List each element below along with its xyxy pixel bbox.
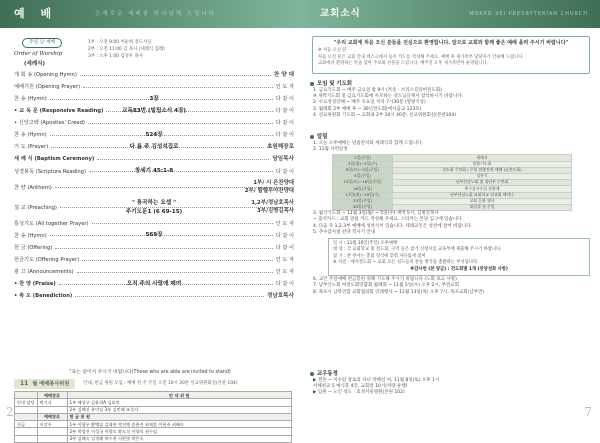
service-month: 11	[20, 380, 29, 388]
worship-item-label: 예배기원 (Opening Prayer)	[14, 83, 81, 90]
church-name-en: MOKPO SEI PRESBYTERIAN CHURCH	[469, 10, 588, 17]
table-row	[15, 428, 292, 435]
welcome-details	[318, 48, 584, 67]
left-page	[0, 0, 300, 441]
congregation-item: ▶ 결혼 ~ 이수암 장로의 자녀 박해선 씨, 11월 8일(토) 오후 1시	[313, 378, 440, 383]
table-row	[15, 399, 292, 406]
worship-row	[14, 81, 294, 93]
worship-title: 예 배	[14, 7, 58, 21]
sermon-preachers	[251, 199, 294, 215]
worship-item-label: 찬 송 (Hymn)	[14, 232, 47, 239]
table-row	[15, 413, 292, 420]
meetings-list	[310, 88, 592, 119]
news-item: 8. 목포시 남북연합 교회협의회 연례행사 ~ 11월 13일(목) 오후 7시, 목포교회(남부면)	[313, 289, 485, 295]
sermon-preacher: 3부/김병길목사	[257, 207, 294, 214]
worship-item-leader: 다 같 이	[275, 132, 294, 139]
table-header	[15, 392, 38, 399]
worship-item-leader: 정남호목사	[266, 292, 294, 299]
worship-row	[14, 117, 294, 129]
news-item: 6. 교인 주일예배 헌금봉헌 위해 기도해 주시기 바랍니다 (노회 보고 사항)	[313, 277, 457, 283]
page-number-right: 7	[584, 405, 592, 419]
worship-item-leader: 인 도 자	[275, 83, 294, 90]
meeting-item: 2. 수요성경강해 ~ 매주 수요일 저녁 7시30분 (열왕기상)	[313, 100, 426, 106]
news-heading	[310, 133, 592, 141]
thanksgiving-line: ※ 사진 : 에서전도회 ~ 교회 모든 성도들의 찬송 방식을 총괄하는 부서입니다.	[333, 260, 479, 266]
schedule-date: 3일(월)~5일(수)	[333, 161, 393, 167]
schedule-date: 30일(주일)	[333, 204, 393, 210]
worship-item-detail: 다 름 주 김성석집로	[129, 144, 179, 151]
order-ko-subtitle: (세례식)	[24, 60, 45, 67]
worship-item-label: 광 고 (Announcements)	[14, 269, 74, 276]
worship-item-label: • 교 독 문 (Responsive Reading)	[14, 108, 104, 115]
schedule-event: 남부산남노회 교회학교 선교회 세미나	[393, 192, 572, 198]
schedule-date: 2일(주일)	[333, 155, 393, 161]
bullet-icon	[310, 82, 314, 86]
table-cell: 예배장로	[37, 413, 67, 420]
thanksgiving-line: 일 시 : 11월 16일(주일) 오후예배	[333, 240, 398, 246]
worship-subtitle: 은혜로운 예배를 하나님께 드립니다	[95, 10, 217, 17]
schedule-date: 16일(주일)	[333, 186, 393, 192]
anthem-choirs	[245, 179, 294, 195]
dotted-leader	[80, 75, 271, 76]
anthem-choir: 1부/ 시 온찬양대	[253, 179, 294, 186]
worship-item-label: 통성기도 (All together Prayer)	[14, 220, 89, 227]
worship-item-label: 세 례 식 (Baptism Ceremony)	[14, 156, 95, 163]
congregation-news-section	[310, 370, 592, 397]
thanksgiving-line: 참 가 : 찬 부서는 총회 형식에 맞춰 자유롭게 참여	[333, 253, 426, 259]
table-cell	[37, 428, 67, 435]
table-cell	[15, 413, 38, 420]
schedule-event: 교회 문화 행사	[393, 198, 572, 204]
worship-item-label: 찬 양 (Anthem)	[14, 184, 52, 191]
welcome-quote: "우리 교회에 처음 오신 분들을 진심으로 환영합니다. 앞으로 교회와 함께 좋은 예배 올려 주시기 바랍니다"	[333, 40, 569, 46]
worship-item-label: 찬 송 (Hymn)	[14, 95, 47, 102]
news-list-3	[310, 277, 592, 296]
dotted-leader	[50, 99, 273, 100]
worship-header	[0, 0, 300, 28]
schedule-date: 9일(주일)	[333, 173, 393, 179]
dotted-leader	[77, 272, 273, 273]
worship-item-label: • 신앙고백 (Apostles' Creed)	[14, 120, 85, 127]
worship-row	[14, 142, 294, 154]
anthem-choir: 2부/ 할렐루야찬양대	[244, 187, 294, 194]
service-time-3: 3부 : 오후 1:00 김성우 목사	[88, 54, 144, 59]
worship-row	[14, 218, 294, 230]
meetings-heading	[310, 80, 592, 88]
table-row	[15, 406, 292, 413]
meetings-section	[310, 80, 592, 119]
worship-item-label: 기 도 (Prayer)	[14, 144, 49, 151]
table-cell	[15, 406, 38, 413]
welcome-line: 처음 오신 분은 교회 안내 데스크에서 등록 카드를 작성해 주세요. 예배 후 새가족부 담당자가 안내해 드립니다.	[318, 54, 524, 60]
worship-row-anthem	[14, 178, 294, 198]
november-schedule-table	[332, 154, 572, 211]
schedule-event: 말씀기도회	[393, 161, 572, 167]
meeting-item: 3. 월례회 2부 예배 후 ~ 30년전도회(에서출교 123호)	[313, 106, 422, 112]
news-item: 5. 추수감사절 찬양 복사기 안내	[313, 229, 376, 235]
schedule-event: 남부산남노회 및 청년부 수련회	[393, 180, 572, 186]
news-section	[310, 133, 592, 296]
worship-item-leader: 다 같 이	[275, 244, 294, 251]
worship-item-label: 설 교 (Preaching)	[14, 204, 57, 211]
dotted-leader	[97, 159, 269, 160]
table-cell: 1부 이합우 황맹임 김대홍 박진례 송춘진 최재훈 이현주 최혜숙	[67, 421, 291, 428]
news-item: ~ 출석카드 : 교회 말씀 카드 작성해 주세요. 스티커는 본당 입구에 있습니다.	[313, 217, 463, 223]
dotted-leader	[88, 123, 273, 124]
worship-row	[14, 69, 294, 81]
worship-item-leader: 인 도 자	[275, 220, 294, 227]
table-cell: 2부 박철진 이성국 이광모 황도석 이양희 권수임	[67, 428, 291, 435]
table-cell	[37, 406, 67, 413]
schedule-date: 23일(주일)	[333, 198, 393, 204]
table-header-row	[15, 392, 292, 399]
worship-row	[14, 278, 294, 290]
worship-item-leader: 다 같 이	[275, 120, 294, 127]
service-time-2: 2부 : 오전 11:00 김 목사 (세례식 집례)	[88, 47, 165, 52]
worship-row	[14, 105, 294, 117]
news-list	[310, 141, 592, 153]
dotted-leader	[82, 260, 273, 261]
service-committee-title	[14, 379, 238, 389]
worship-item-leader: 초원해장로	[266, 144, 294, 151]
worship-item-label: • 축 도 (Benediction)	[14, 293, 73, 300]
schedule-date: 15일(토)~16일(주일)	[333, 180, 393, 186]
congregation-heading	[310, 370, 592, 378]
dotted-leader	[75, 296, 264, 297]
thanksgiving-line: 대 상 : 각 교회학교 및 전도회, 구역 등은 참가 신청서를 교육부에 제출해 주시기 바랍니다.	[333, 247, 502, 253]
worship-item-label: 헌 금 (Offering)	[14, 244, 53, 251]
table-cell	[15, 435, 38, 442]
welcome-line: ※ 처음 오신 분	[318, 48, 347, 54]
news-item: 3. 월삭기도회 ~ 11월 3일(월) ~ 5일(수) 새벽 5시, 김병길목사	[313, 211, 439, 217]
dotted-leader	[55, 248, 272, 249]
table-cell	[37, 435, 67, 442]
bullet-icon	[310, 372, 314, 376]
meeting-item: 1. 금요기도회 ~ 매주 금요일 밤 9시 (특송 : 브리스길라여전도회)	[313, 88, 442, 93]
table-header: 안 내 위 원	[67, 392, 291, 399]
welcome-line: 교회에서 환영하는 뜻을 담아 주보와 선물을 드립니다. 매주일 오후 새가족반이 운영됩니다.	[318, 61, 488, 67]
schedule-event: 세례식	[393, 155, 572, 161]
table-cell: 헌 금 위 원	[67, 413, 291, 420]
schedule-event: 추수감사주일 찬양제	[393, 186, 572, 192]
order-title-box	[14, 38, 74, 68]
news-item: 7. 남부산노회 여전도회연합회 월례회 ~ 11월 5일(수) 오후 2시, 부전교회	[313, 283, 460, 289]
congregation-item: ▶ 입원 ~ 노인 성도 : 효성서울병원(본원 102)	[313, 390, 405, 396]
table-cell: 2부 김혜선 유덕임 3부 김민혜 조성자	[67, 406, 291, 413]
worship-item-leader: 인 도 자	[275, 256, 294, 263]
table-cell: 3부 김혜숙 김정혜 박수현 이한빛 박은숙	[67, 435, 291, 442]
worship-row	[14, 230, 294, 242]
worship-item-leader: 찬 양 대	[273, 71, 294, 78]
schedule-date: 8일(토)~9일(주일)	[333, 167, 393, 173]
table-header: 예배장로	[37, 392, 67, 399]
table-row	[15, 435, 292, 442]
table-cell: 1부 배상구 김윤희A 김효연	[67, 399, 291, 406]
worship-row	[14, 129, 294, 141]
news-item: 1. 오늘 오후예배는 말씀잔치와 세례식과 함께 드립니다.	[313, 141, 423, 146]
sermon-title	[126, 199, 182, 217]
bullet-icon	[310, 135, 314, 139]
worship-row	[14, 166, 294, 178]
worship-item-leader: 인 도 자	[275, 269, 294, 276]
thanksgiving-details	[333, 241, 585, 267]
service-committee-table	[14, 391, 292, 443]
news-title: 교회소식	[320, 8, 361, 20]
sermon-line: " 통곡하는 요셉 "	[131, 199, 177, 206]
worship-row	[14, 266, 294, 278]
service-time-1: 1부 : 오전 9:00 이순희 전도사님	[88, 40, 152, 45]
sermon-line: 주기도문1 (6 69-15)	[125, 208, 183, 215]
sermon-preacher: 1,2부/정남호목사	[251, 199, 294, 206]
schedule-event: 전도회 수련회 / 주일 말씀잔치 예배 (남전도회)	[393, 167, 572, 173]
worship-item-label: 개 회 송 (Opening Hymn)	[14, 71, 77, 78]
worship-item-detail: 524장	[145, 132, 163, 139]
dotted-leader	[83, 87, 273, 88]
news-list-2	[310, 211, 592, 236]
table-cell: 안내 담당	[15, 399, 38, 406]
worship-row	[14, 254, 294, 266]
table-row	[333, 204, 572, 210]
order-of-worship	[14, 69, 294, 303]
dotted-leader	[89, 171, 273, 172]
worship-item-leader: 다 같 이	[275, 168, 294, 175]
thanksgiving-highlight: ※감사헌 (찬 양금) : 전도회별 1개 (찬양성화 사항)	[410, 266, 508, 272]
worship-item-detail: 교독83번 (빌립소서 4장)	[122, 107, 186, 114]
news-item: 2. 11월 사역일정	[313, 147, 348, 153]
meetings-title: 모임 및 기도회	[317, 80, 352, 87]
schedule-date: 17일(월)~19일(수)	[333, 192, 393, 198]
worship-row	[14, 154, 294, 166]
table-cell: 헌금	[15, 421, 38, 428]
worship-row-sermon	[14, 198, 294, 218]
dotted-leader	[92, 223, 273, 224]
worship-item-leader: 다 같 이	[275, 232, 294, 239]
worship-item-detail: 창세기 45:1-8	[134, 168, 174, 175]
worship-item-label: 성경봉독 (Scripture Reading)	[14, 168, 86, 175]
service-info: 안내, 헌금 위원 모임 : 예배 전 주 주일 오전 10시 30분 선교위원회실(본관 104)	[83, 381, 238, 387]
service-tag: 주일 낮 예배	[22, 38, 62, 48]
worship-item-detail: 3장	[149, 95, 159, 102]
worship-item-label: 헌금기도 (Offering Prayer)	[14, 256, 80, 263]
worship-item-leader: 다 같 이	[275, 108, 294, 115]
worship-row	[14, 93, 294, 105]
worship-item-label: 찬 송 (Hymn)	[14, 132, 47, 139]
worship-item-leader: 다 같 이	[275, 281, 294, 288]
welcome-box	[312, 36, 590, 74]
worship-item-detail: 569장	[145, 232, 163, 239]
table-row	[15, 421, 292, 428]
congregation-title: 교우동정	[317, 370, 338, 377]
schedule-event: 대림절 첫 주일	[393, 204, 572, 210]
order-en-title: Order of Worship	[14, 50, 63, 57]
news-section-title: 알림	[317, 133, 328, 140]
table-cell	[15, 428, 38, 435]
worship-row	[14, 290, 294, 302]
congregation-list	[310, 378, 592, 397]
meeting-item: ※ 새벽기도회 및 금요기도회에 사모하는 성도님들께서 참석하시기 바랍니다.	[313, 94, 463, 100]
thanksgiving-info-box	[328, 238, 590, 276]
congregation-item: 서해천교 5 예식홀 4층, 교회앞 10시(차량 운행)	[313, 384, 408, 390]
table-cell: 박기식	[37, 399, 67, 406]
worship-item-leader: 담임목사	[272, 156, 294, 163]
service-times	[88, 40, 288, 61]
stand-note: "표는 일어서 주시기 바랍니다(Those who are able are invited to stand)	[69, 370, 231, 375]
service-badge	[14, 379, 75, 389]
worship-row	[14, 242, 294, 254]
service-label: 월 예배봉사위원	[32, 381, 70, 388]
table-cell: 이강우	[37, 421, 67, 428]
worship-item-label: • 찬 양 (Praise)	[14, 281, 56, 288]
schedule-event: 성찬식	[393, 173, 572, 179]
meeting-item: 4. 선교위원회 기도회 ~ 교회내 2부 10시 40분, 선교위원회실(본관104)	[313, 112, 456, 118]
worship-item-leader: 다 같 이	[275, 95, 294, 102]
news-header	[300, 0, 600, 28]
worship-item-detail: 오직 주의 사랑에 매여	[126, 280, 182, 287]
page-number-left: 2	[6, 405, 14, 419]
news-item: 4. 다음 주 1,2,3부 예배에 성찬식이 있습니다. 세례교인은 성찬에 참여 바랍니다.	[313, 223, 472, 229]
